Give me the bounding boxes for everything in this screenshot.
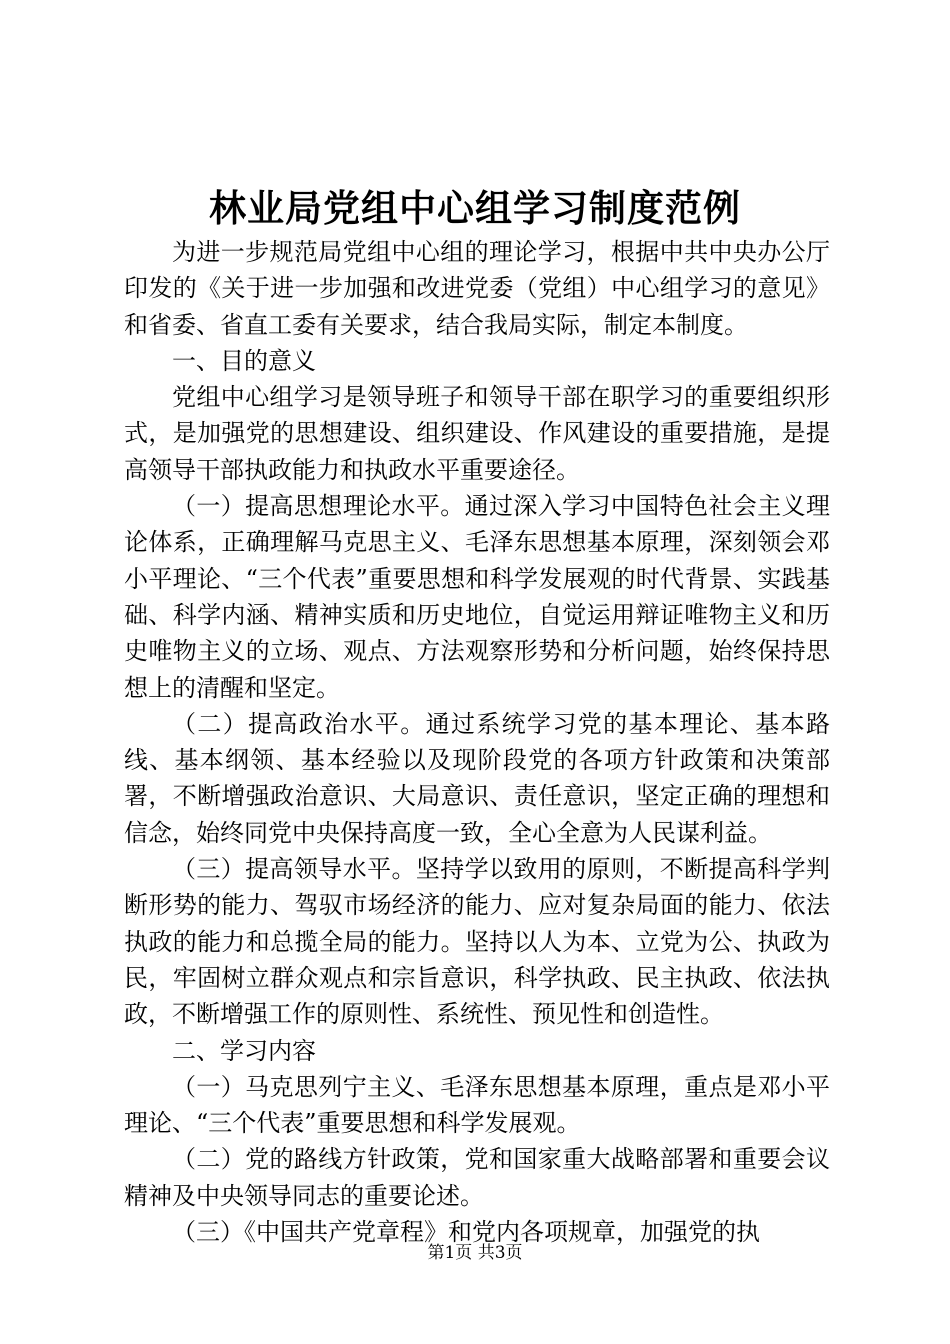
document-title: 林业局党组中心组学习制度范例	[209, 187, 741, 230]
paragraph-intro: 为进一步规范局党组中心组的理论学习，根据中共中央办公厅印发的《关于进一步加强和改进党委（党组）中心组学习的意见》和省委、省直工委有关要求，结合我局实际，制定本制度。	[124, 238, 830, 339]
paragraph-content-3: （三）《中国共产党章程》和党内各项规章，加强党的执	[172, 1218, 760, 1247]
paragraph-purpose: 党组中心组学习是领导班子和领导干部在职学习的重要组织形式，是加强党的思想建设、组织建设、作风建设的重要措施，是提高领导干部执政能力和执政水平重要途径。	[124, 383, 830, 484]
section-heading-content: 二、学习内容	[172, 1036, 316, 1065]
page-footer: 第1页 共3页	[427, 1243, 523, 1263]
paragraph-purpose-3: （三）提高领导水平。坚持学以致用的原则，不断提高科学判断形势的能力、驾驭市场经济的能力、应对复杂局面的能力、依法执政的能力和总揽全局的能力。坚持以人为本、立党为公、执政为民，牢固树立群众观点和宗旨意识，科学执政、民主执政、依法执政，不断增强工作的原则性、系统性、预见性和创造性。	[124, 855, 830, 1029]
paragraph-purpose-2: （二）提高政治水平。通过系统学习党的基本理论、基本路线、基本纲领、基本经验以及现阶段党的各项方针政策和决策部署，不断增强政治意识、大局意识、责任意识，坚定正确的理想和信念，始终同党中央保持高度一致，全心全意为人民谋利益。	[124, 709, 830, 847]
document-body	[124, 234, 830, 1250]
section-heading-purpose: 一、目的意义	[172, 346, 316, 375]
paragraph-content-1: （一）马克思列宁主义、毛泽东思想基本原理，重点是邓小平理论、“三个代表”重要思想和科学发展观。	[124, 1072, 830, 1138]
paragraph-purpose-1: （一）提高思想理论水平。通过深入学习中国特色社会主义理论体系，正确理解马克思主义、毛泽东思想基本原理，深刻领会邓小平理论、“三个代表”重要思想和科学发展观的时代背景、实践基础、科学内涵、精神实质和历史地位，自觉运用辩证唯物主义和历史唯物主义的立场、观点、方法观察形势和分析问题，始终保持思想上的清醒和坚定。	[124, 492, 830, 702]
paragraph-content-2: （二）党的路线方针政策，党和国家重大战略部署和重要会议精神及中央领导同志的重要论述。	[124, 1145, 830, 1210]
